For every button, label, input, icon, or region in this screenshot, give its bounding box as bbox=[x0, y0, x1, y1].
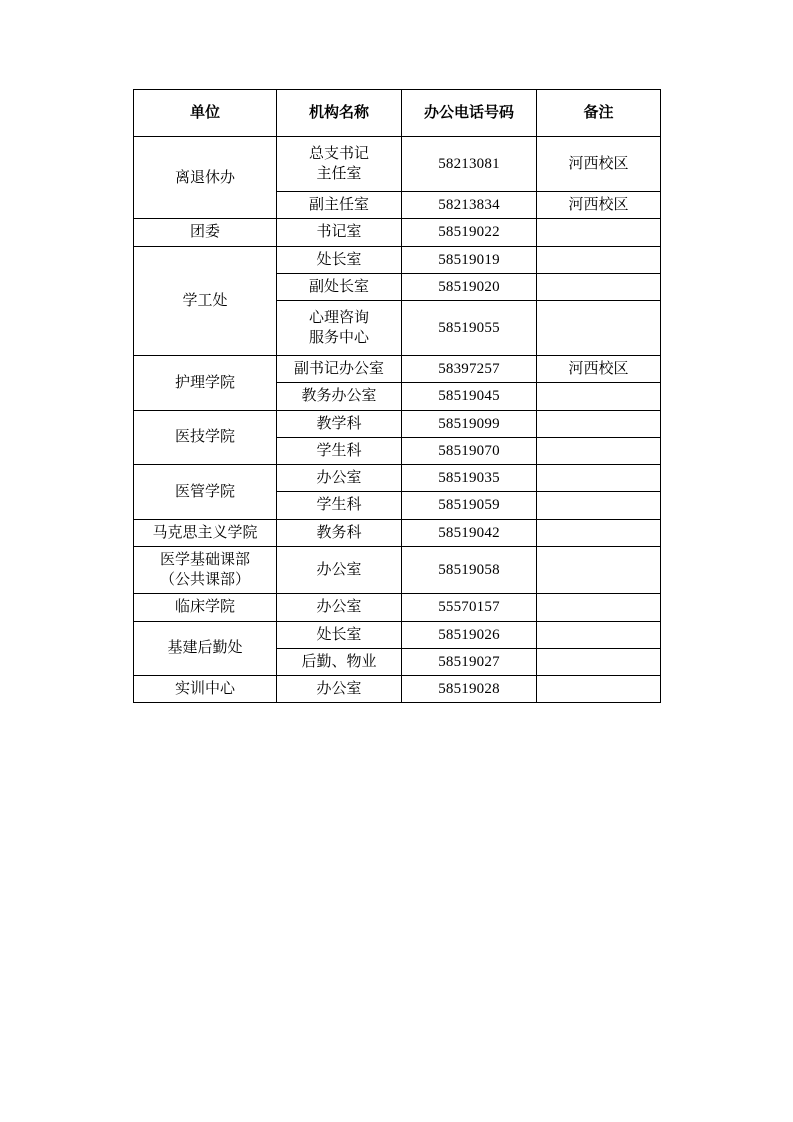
cell-phone: 58519026 bbox=[402, 621, 537, 648]
cell-phone: 58213834 bbox=[402, 192, 537, 219]
cell-note bbox=[537, 648, 661, 675]
cell-office-name: 办公室 bbox=[277, 594, 402, 621]
cell-note: 河西校区 bbox=[537, 192, 661, 219]
cell-phone: 58519035 bbox=[402, 465, 537, 492]
table-row bbox=[134, 676, 661, 703]
cell-unit: 马克思主义学院 bbox=[134, 519, 277, 546]
cell-office-name: 教学科 bbox=[277, 410, 402, 437]
cell-unit: 基建后勤处 bbox=[134, 621, 277, 676]
cell-office-name: 后勤、物业 bbox=[277, 648, 402, 675]
cell-phone: 58519059 bbox=[402, 492, 537, 519]
cell-phone: 58519055 bbox=[402, 301, 537, 356]
table-row bbox=[134, 219, 661, 246]
cell-note bbox=[537, 437, 661, 464]
cell-phone: 58519042 bbox=[402, 519, 537, 546]
column-header-phone: 办公电话号码 bbox=[402, 90, 537, 137]
cell-phone: 58519070 bbox=[402, 437, 537, 464]
cell-note bbox=[537, 246, 661, 273]
cell-note bbox=[537, 219, 661, 246]
table-row bbox=[134, 410, 661, 437]
cell-phone: 58519022 bbox=[402, 219, 537, 246]
cell-note bbox=[537, 676, 661, 703]
cell-note bbox=[537, 546, 661, 594]
cell-unit: 实训中心 bbox=[134, 676, 277, 703]
cell-office-name: 教务科 bbox=[277, 519, 402, 546]
contact-directory-table bbox=[133, 89, 661, 703]
cell-phone: 58519028 bbox=[402, 676, 537, 703]
table-row bbox=[134, 546, 661, 594]
cell-office-name: 办公室 bbox=[277, 465, 402, 492]
table-row bbox=[134, 137, 661, 192]
cell-note bbox=[537, 383, 661, 410]
cell-unit: 医技学院 bbox=[134, 410, 277, 465]
table-body bbox=[134, 137, 661, 703]
cell-office-name: 书记室 bbox=[277, 219, 402, 246]
column-header-office-name: 机构名称 bbox=[277, 90, 402, 137]
cell-office-name: 处长室 bbox=[277, 246, 402, 273]
cell-phone: 58519027 bbox=[402, 648, 537, 675]
cell-note bbox=[537, 273, 661, 300]
cell-phone: 58397257 bbox=[402, 356, 537, 383]
cell-phone: 58519019 bbox=[402, 246, 537, 273]
table-row bbox=[134, 594, 661, 621]
column-header-unit: 单位 bbox=[134, 90, 277, 137]
cell-unit: 团委 bbox=[134, 219, 277, 246]
cell-office-name: 总支书记 主任室 bbox=[277, 137, 402, 192]
cell-note: 河西校区 bbox=[537, 137, 661, 192]
cell-office-name: 办公室 bbox=[277, 546, 402, 594]
cell-note bbox=[537, 621, 661, 648]
cell-phone: 58213081 bbox=[402, 137, 537, 192]
cell-unit: 学工处 bbox=[134, 246, 277, 356]
cell-office-name: 副主任室 bbox=[277, 192, 402, 219]
cell-unit: 离退休办 bbox=[134, 137, 277, 219]
cell-note bbox=[537, 492, 661, 519]
cell-office-name: 副处长室 bbox=[277, 273, 402, 300]
cell-phone: 58519058 bbox=[402, 546, 537, 594]
table-header bbox=[134, 90, 661, 137]
cell-unit: 医学基础课部 （公共课部） bbox=[134, 546, 277, 594]
cell-unit: 临床学院 bbox=[134, 594, 277, 621]
cell-unit: 医管学院 bbox=[134, 465, 277, 520]
cell-phone: 58519099 bbox=[402, 410, 537, 437]
table-row bbox=[134, 519, 661, 546]
cell-phone: 58519020 bbox=[402, 273, 537, 300]
column-header-note: 备注 bbox=[537, 90, 661, 137]
cell-office-name: 处长室 bbox=[277, 621, 402, 648]
cell-unit: 护理学院 bbox=[134, 356, 277, 411]
cell-office-name: 学生科 bbox=[277, 492, 402, 519]
cell-note bbox=[537, 594, 661, 621]
table-row bbox=[134, 246, 661, 273]
cell-note bbox=[537, 519, 661, 546]
cell-note bbox=[537, 410, 661, 437]
cell-office-name: 心理咨询 服务中心 bbox=[277, 301, 402, 356]
cell-note bbox=[537, 301, 661, 356]
table-row bbox=[134, 465, 661, 492]
cell-office-name: 学生科 bbox=[277, 437, 402, 464]
directory-table-container bbox=[133, 89, 660, 703]
table-row bbox=[134, 621, 661, 648]
table-row bbox=[134, 356, 661, 383]
cell-phone: 55570157 bbox=[402, 594, 537, 621]
cell-office-name: 教务办公室 bbox=[277, 383, 402, 410]
cell-note: 河西校区 bbox=[537, 356, 661, 383]
cell-phone: 58519045 bbox=[402, 383, 537, 410]
cell-office-name: 办公室 bbox=[277, 676, 402, 703]
cell-office-name: 副书记办公室 bbox=[277, 356, 402, 383]
table-header-row bbox=[134, 90, 661, 137]
cell-note bbox=[537, 465, 661, 492]
